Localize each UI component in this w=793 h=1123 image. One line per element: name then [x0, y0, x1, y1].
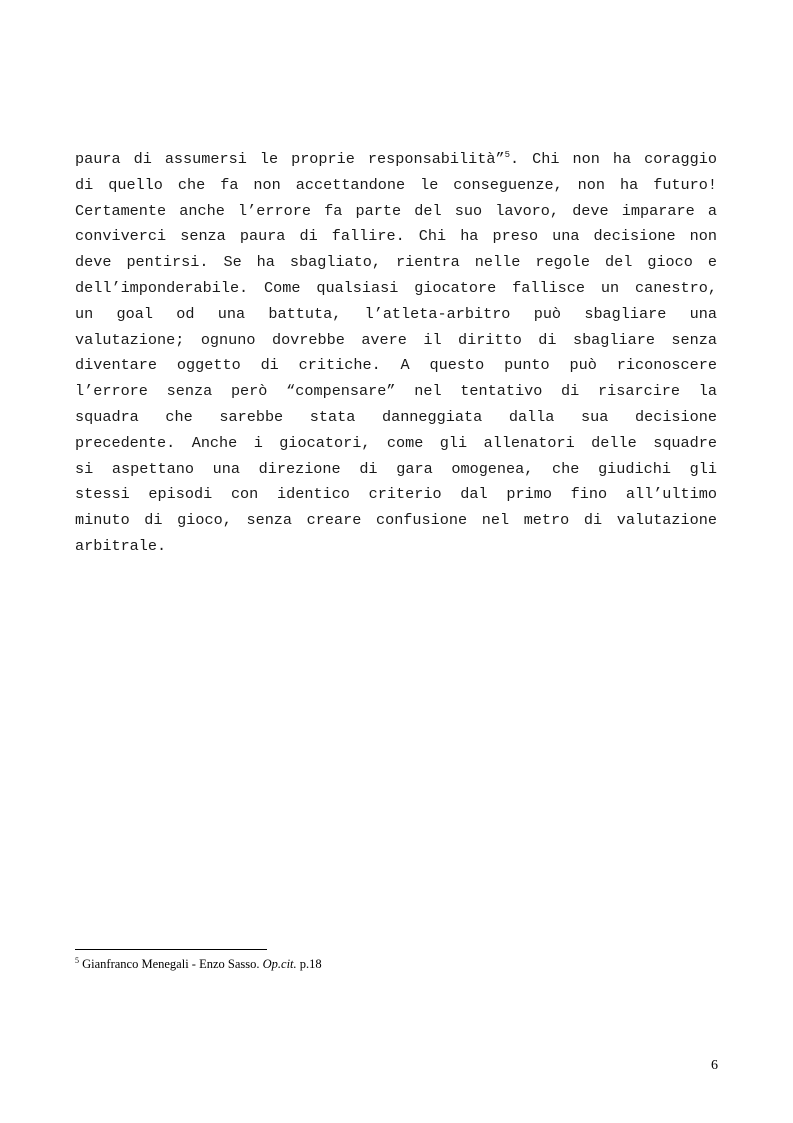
footnote-marker: 5 — [75, 955, 79, 965]
footnote — [75, 956, 322, 972]
paragraph-line-12: precedente. Anche i giocatori, come gli allenatori delle squadre — [75, 433, 717, 452]
paragraph-line-8: valutazione; ognuno dovrebbe avere il diritto di sbagliare senza — [75, 330, 717, 349]
paragraph-line-7: un goal od una battuta, l’atleta-arbitro può sbagliare una — [75, 304, 717, 323]
paragraph-line-13: si aspettano una direzione di gara omogenea, che giudichi gli — [75, 459, 717, 478]
paragraph-line-6: dell’imponderabile. Come qualsiasi giocatore fallisce un canestro, — [75, 278, 717, 297]
paragraph-line-2: di quello che fa non accettandone le conseguenze, non ha futuro! — [75, 175, 717, 194]
footnote-work: Op.cit. — [262, 957, 297, 971]
line-text: paura di assumersi le proprie responsabilità” — [75, 150, 505, 168]
page-number: 6 — [711, 1058, 718, 1073]
footnote-separator — [75, 949, 267, 950]
line-text: . Chi non ha coraggio — [510, 150, 717, 168]
paragraph-line-3: Certamente anche l’errore fa parte del suo lavoro, deve imparare a — [75, 201, 717, 220]
footnote-page: p.18 — [296, 957, 322, 971]
paragraph-line-4: conviverci senza paura di fallire. Chi ha preso una decisione non — [75, 227, 717, 246]
body-paragraph — [75, 147, 717, 560]
footnote-authors: Gianfranco Menegali - Enzo Sasso. — [79, 957, 263, 971]
paragraph-line-5: deve pentirsi. Se ha sbagliato, rientra nelle regole del gioco e — [75, 253, 717, 272]
paragraph-line-1 — [75, 147, 717, 173]
paragraph-line-11: squadra che sarebbe stata danneggiata dalla sua decisione — [75, 407, 717, 426]
paragraph-line-10: l’errore senza però “compensare” nel tentativo di risarcire la — [75, 382, 717, 401]
paragraph-line-15: minuto di gioco, senza creare confusione nel metro di valutazione — [75, 511, 717, 530]
paragraph-line-14: stessi episodi con identico criterio dal primo fino all’ultimo — [75, 485, 717, 504]
footnote-reference[interactable]: 5 — [504, 149, 511, 160]
paragraph-line-9: diventare oggetto di critiche. A questo punto può riconoscere — [75, 356, 717, 375]
paragraph-line-16: arbitrale. — [75, 536, 167, 555]
